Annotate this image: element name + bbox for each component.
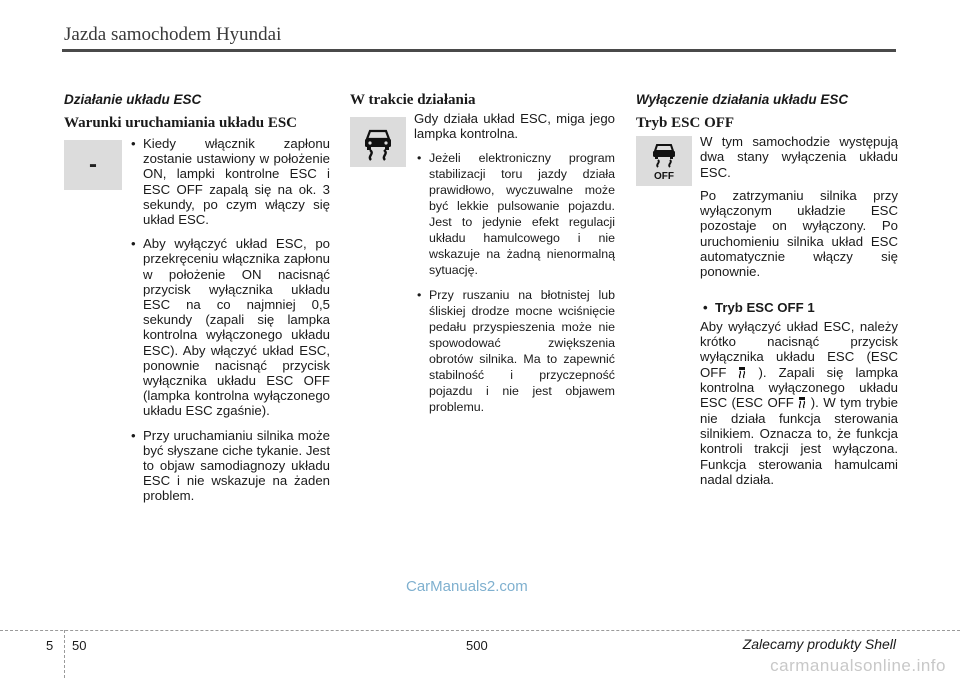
list-item: • Przy uruchamianiu silnika może być słyszane ciche tykanie. Jest to objaw samodiagnozy układu ESC i nie wskazuje na żaden problem. [128, 428, 330, 504]
carmanualsonline-watermark: carmanualsonline.info [770, 656, 946, 675]
list-item: • Kiedy włącznik zapłonu zostanie ustawiony w położenie ON, lampki kontrolne ESC i ESC OFF zapalą się na ok. 3 sekundy, po czym włączy się układ ESC. [128, 136, 330, 227]
off-label: OFF [654, 171, 674, 182]
column-esc-off [636, 92, 898, 495]
carmanuals-watermark: CarManuals2.com [406, 578, 528, 595]
esc-off-small-icon [738, 366, 746, 379]
esc-off-para: Po zatrzymaniu silnika przy wyłączonym układzie ESC pozostaje on wyłączony. Po uruchomieniu silnika układ ESC automatycznie włączy się ponownie. [700, 187, 898, 280]
esc-off-mode-text [700, 319, 898, 487]
skidding-car-icon [358, 122, 398, 162]
esc-off-intro: W tym samochodzie występują dwa stany wyłączenia układu ESC. [700, 134, 898, 180]
footer-section-number: 5 [46, 638, 54, 653]
startup-bullet-list-continued [128, 236, 330, 503]
mode-text-part-c: ). W tym trybie nie działa funkcja sterowania silnikiem. Oznacza to, że funkcja kontroli trakcji jest wyłączona. Funkcja sterowania hamulcami nadal działa. [700, 395, 898, 487]
esc-off-small-icon [798, 396, 806, 409]
esc-off-icon-box [636, 136, 692, 186]
list-item: • Przy ruszaniu na błotnistej lub śliskiej drodze mocne wciśnięcie pedału przyspieszenia może nie spowodować zwiększenia obrotów silnika. Ma to zapewnić stabilność i przyczepność pojazdu i nie jest objawem problemu. [414, 287, 615, 415]
footer-shell-note: Zalecamy produkty Shell [742, 636, 896, 652]
footer-page-number: 50 [72, 638, 87, 653]
section-heading-during-operation: W trakcie działania [350, 92, 476, 108]
during-operation-bullet-list [414, 150, 615, 415]
footer-center-number: 500 [466, 638, 488, 653]
during-operation-intro: Gdy działa układ ESC, miga jego lampka kontrolna. [414, 111, 615, 142]
placeholder-icon-box [64, 140, 122, 190]
list-item: • Jeżeli elektroniczny program stabilizacji toru jazdy działa prawidłowo, wyczuwalne może być lekkie pulsowanie pojazdu. Jest to jedynie efekt regulacji układu hamulcowego i nie wskazuje na żadną nienormalną sytuację. [414, 150, 615, 278]
esc-off-icon [644, 139, 684, 183]
column-during-operation [350, 92, 615, 424]
subheading-startup-conditions: Warunki uruchamiania układu ESC [64, 115, 298, 131]
footer-rule [0, 630, 960, 631]
section-heading-esc-off: Wyłączenie działania układu ESC [636, 92, 849, 107]
esc-off-mode-list [700, 300, 898, 315]
column-esc-operation [64, 92, 330, 513]
dash-icon: - [89, 151, 97, 178]
startup-bullet-list [128, 136, 330, 236]
list-item: • Aby wyłączyć układ ESC, po przekręceniu włącznika zapłonu w położenie ON nacisnąć przycisk wyłącznika układu ESC na co najmniej 0,5 sekundy (zapali się lampka kontrolna wyłączonego układu ESC). Aby włączyć układ ESC, ponownie nacisnąć przycisk wyłącznika układu ESC OFF (lampka kontrolna wyłączonego układu ESC zgaśnie). [128, 236, 330, 418]
mode-text-part-a: Aby wyłączyć układ ESC, należy krótko nacisnąć przycisk wyłącznika układu ESC (ESC OFF [700, 318, 898, 380]
header-rule [62, 49, 896, 52]
section-heading-esc-operation: Działanie układu ESC [64, 92, 202, 107]
page-header-title: Jazda samochodem Hyundai [64, 24, 282, 45]
mode-text-part-b: ). Zapali się lampka kontrolna wyłączonego układu ESC (ESC OFF [700, 364, 898, 411]
subheading-esc-off-mode: Tryb ESC OFF [636, 115, 735, 131]
footer-vertical-rule [64, 630, 65, 678]
esc-off-mode-label: • Tryb ESC OFF 1 [700, 300, 898, 315]
esc-warning-icon-box [350, 117, 406, 167]
